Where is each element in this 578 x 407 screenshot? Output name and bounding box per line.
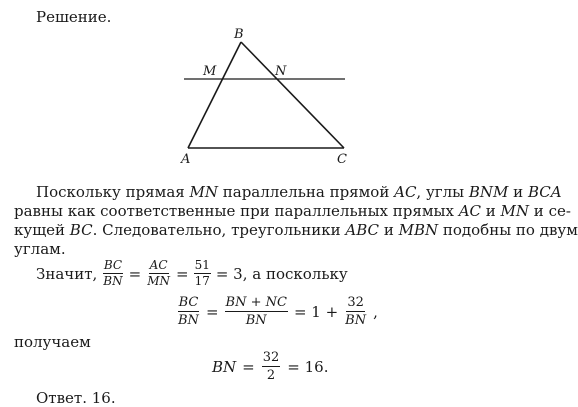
explanation-paragraph — [14, 183, 578, 259]
label-m: M — [203, 64, 217, 79]
solution-heading: Решение. — [36, 8, 112, 26]
fraction-ac-mn: $\frac{AC}{MN}$ — [147, 258, 170, 288]
paragraph-line-3: кущей BC. Следовательно, треугольники ABC и MBN подобны по двум — [14, 221, 578, 239]
label-a: A — [181, 152, 191, 167]
label-b: B — [234, 27, 244, 42]
paragraph-line-1: Поскольку прямая MN параллельна прямой AC, углы BNM и BCA — [36, 183, 562, 201]
label-n: N — [275, 64, 287, 79]
fraction-bc-bn: $\frac{BC}{BN}$ — [103, 258, 123, 288]
display-equation-2: BN = $\frac{32}{2}$ = 16. — [212, 350, 329, 383]
triangle-figure — [0, 0, 521, 175]
paragraph-line-4: углам. — [14, 240, 66, 258]
answer-text: Ответ. 16. — [36, 389, 116, 407]
paragraph-line-2: равны как соответственные при параллельных прямых AC и MN и се- — [14, 202, 571, 220]
triangle-abc — [188, 42, 344, 148]
display-equation-1: $\frac{BC}{BN}$ = $\frac{BN + NC}{BN}$ = 1 + $\frac{32}{BN}$ , — [178, 295, 378, 328]
ratio-line: Значит, $\frac{BC}{BN}$ = $\frac{AC}{MN}$ = $\frac{51}{17}$ = 3, а поскольку — [36, 258, 348, 288]
get-text: получаем — [14, 333, 91, 351]
fraction-51-17: $\frac{51}{17}$ — [194, 258, 210, 288]
label-c: C — [337, 152, 347, 167]
